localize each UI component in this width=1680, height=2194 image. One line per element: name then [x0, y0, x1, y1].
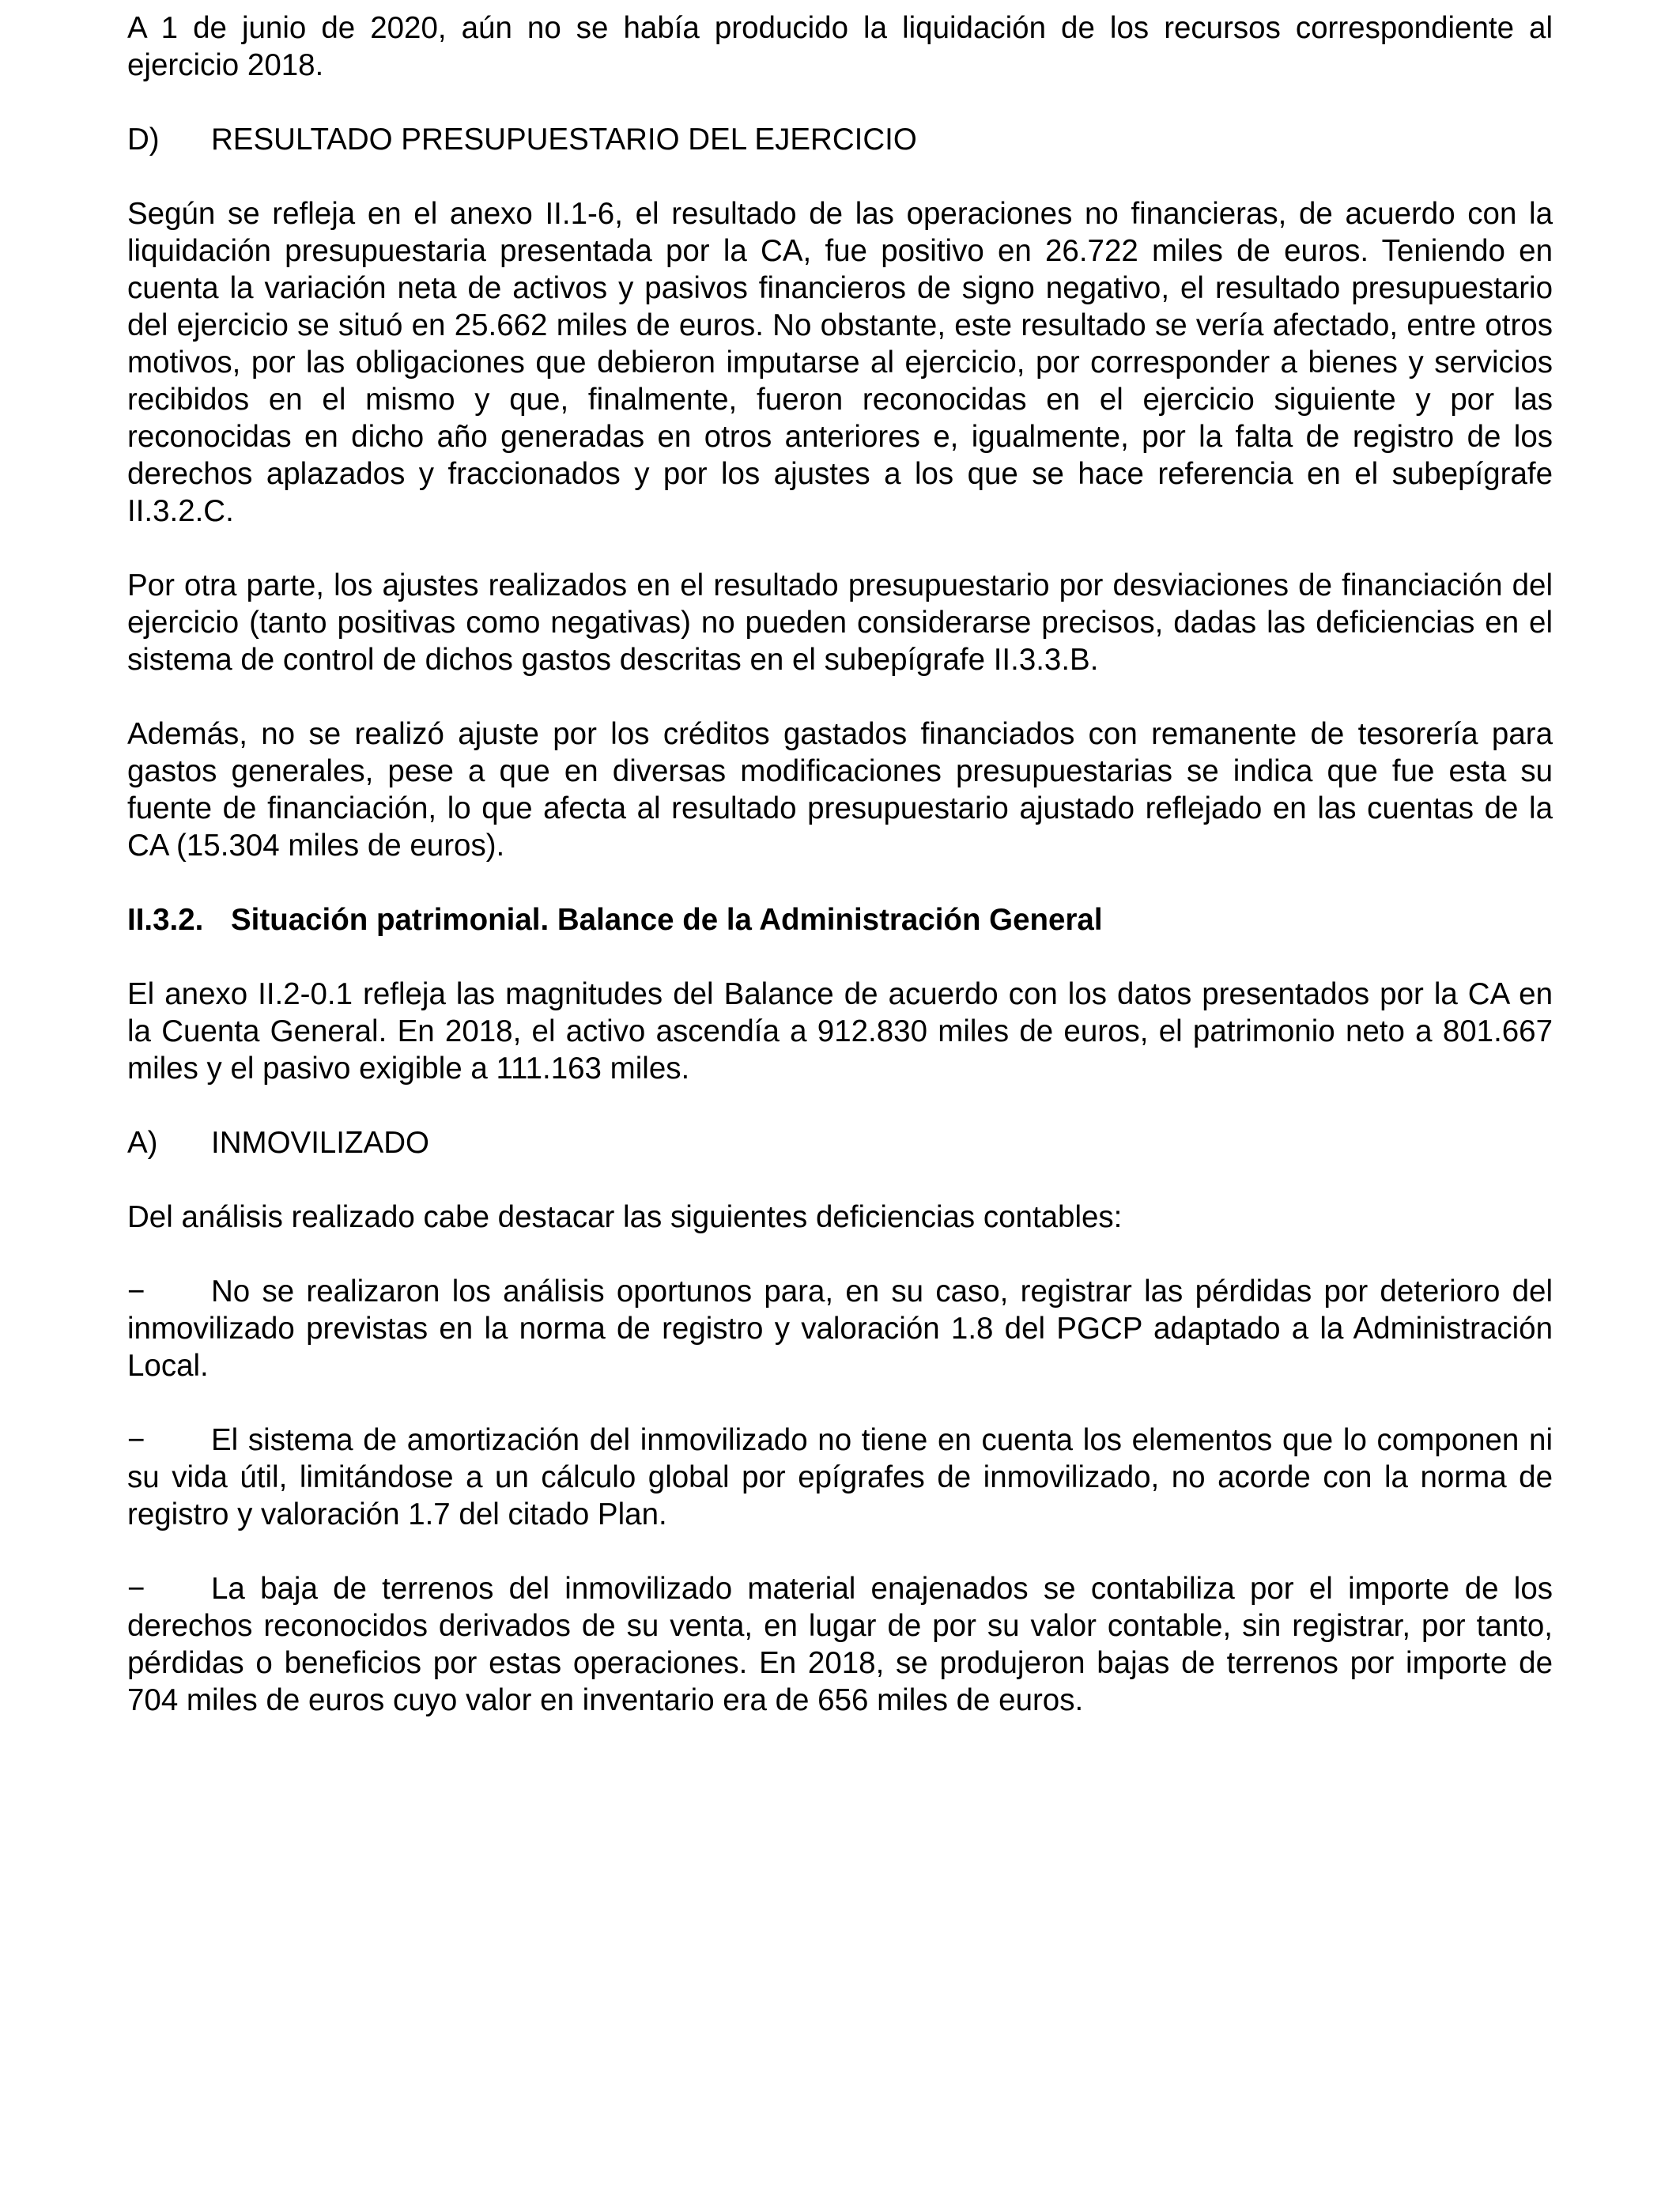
subsection-heading-d	[127, 121, 1553, 158]
body-paragraph: Del análisis realizado cabe destacar las siguientes deficiencias contables:	[127, 1200, 1123, 1234]
list-item	[127, 1422, 1553, 1533]
intro-paragraph: A 1 de junio de 2020, aún no se había producido la liquidación de los recursos correspondiente al ejercicio 2018.	[127, 11, 1553, 82]
subsection-title: RESULTADO PRESUPUESTARIO DEL EJERCICIO	[211, 123, 917, 157]
list-item	[127, 1570, 1553, 1719]
subsection-letter: D)	[127, 123, 160, 157]
body-paragraph: Según se refleja en el anexo II.1-6, el resultado de las operaciones no financieras, de acuerdo con la liquidación presupuestaria presentada por la CA, fue positivo en 26.722 miles de euros. Teniendo en cuenta la variación neta de activos y pasivos financieros de signo negativo, el resultado presupuestario del ejercicio se situó en 25.662 miles de euros. No obstante, este resultado se vería afectado, entre otros motivos, por las obligaciones que debieron imputarse al ejercicio, por corresponder a bienes y servicios recibidos en el mismo y que, finalmente, fueron reconocidas en el ejercicio siguiente y por las reconocidas en dicho año generadas en otros anteriores e, igualmente, por la falta de registro de los derechos aplazados y fraccionados y por los ajustes a los que se hace referencia en el subepígrafe II.3.2.C.	[127, 197, 1553, 528]
dash-bullet-icon: −	[127, 1423, 145, 1457]
body-paragraph: El anexo II.2-0.1 refleja las magnitudes del Balance de acuerdo con los datos presentados por la CA en la Cuenta General. En 2018, el activo ascendía a 912.830 miles de euros, el patrimonio neto a 801.667 miles y el pasivo exigible a 111.163 miles.	[127, 977, 1553, 1086]
list-item-text: El sistema de amortización del inmovilizado no tiene en cuenta los elementos que lo componen ni su vida útil, limitándose a un cálculo global por epígrafes de inmovilizado, no acorde con la norma de registro y valoración 1.7 del citado Plan.	[127, 1423, 1553, 1531]
list-item-text: No se realizaron los análisis oportunos para, en su caso, registrar las pérdidas por deterioro del inmovilizado previstas en la norma de registro y valoración 1.8 del PGCP adaptado a la Administración Local.	[127, 1274, 1553, 1383]
section-title: Situación patrimonial. Balance de la Administración General	[231, 903, 1103, 937]
list-item	[127, 1273, 1553, 1384]
subsection-letter: A)	[127, 1126, 158, 1160]
section-heading	[127, 901, 1553, 938]
document-page	[127, 9, 1553, 1756]
dash-bullet-icon: −	[127, 1274, 145, 1308]
subsection-title: INMOVILIZADO	[211, 1126, 429, 1160]
body-paragraph: Por otra parte, los ajustes realizados en el resultado presupuestario por desviaciones de financiación del ejercicio (tanto positivas como negativas) no pueden considerarse precisos, dadas las deficiencias en el sistema de control de dichos gastos descritas en el subepígrafe II.3.3.B.	[127, 568, 1553, 677]
body-paragraph: Además, no se realizó ajuste por los créditos gastados financiados con remanente de tesorería para gastos generales, pese a que en diversas modificaciones presupuestarias se indica que fue esta su fuente de financiación, lo que afecta al resultado presupuestario ajustado reflejado en las cuentas de la CA (15.304 miles de euros).	[127, 717, 1553, 863]
section-number: II.3.2.	[127, 903, 204, 937]
subsection-heading-a	[127, 1124, 1553, 1161]
list-item-text: La baja de terrenos del inmovilizado material enajenados se contabiliza por el importe de los derechos reconocidos derivados de su venta, en lugar de por su valor contable, sin registrar, por tanto, pérdidas o beneficios por estas operaciones. En 2018, se produjeron bajas de terrenos por importe de 704 miles de euros cuyo valor en inventario era de 656 miles de euros.	[127, 1572, 1553, 1717]
dash-bullet-icon: −	[127, 1572, 145, 1606]
